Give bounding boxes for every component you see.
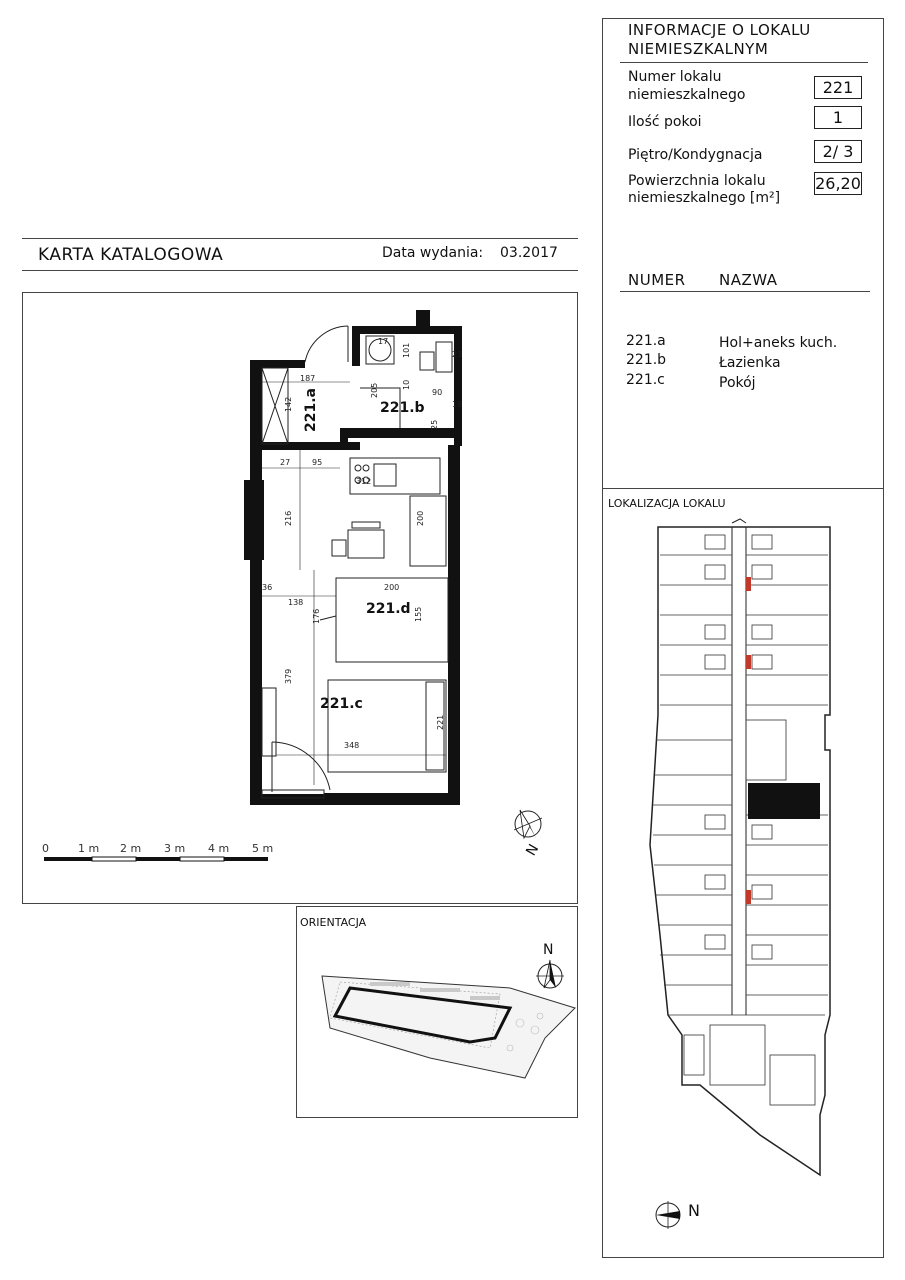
- info-row-floor-value: 2/ 3: [814, 140, 862, 163]
- scale-label: 3 m: [164, 842, 186, 855]
- dim-label: 95: [312, 458, 323, 467]
- scale-label: 2 m: [120, 842, 142, 855]
- dim-label: 23: [452, 350, 463, 359]
- card-issue-date: 03.2017: [500, 245, 558, 261]
- location-title: LOKALIZACJA LOKALU: [608, 497, 726, 510]
- info-row-area-label2: niemieszkalnego [m²]: [628, 190, 781, 206]
- dim-label: 205: [370, 382, 379, 398]
- rooms-table-divider: [620, 291, 870, 292]
- info-heading-line1: INFORMACJE O LOKALU: [628, 21, 811, 39]
- dim-label: 216: [284, 510, 293, 526]
- location-floorplan: [620, 515, 850, 1215]
- dim-label: 142: [284, 396, 293, 412]
- dim-label: 19: [452, 400, 463, 409]
- room-label-b: 221.b: [380, 400, 425, 416]
- info-heading-line2: NIEMIESZKALNYM: [628, 40, 769, 58]
- card-title-bottom-rule: [22, 270, 578, 271]
- dim-label: 36: [262, 583, 273, 592]
- dim-label: 176: [312, 608, 321, 624]
- scale-bar: [44, 855, 284, 863]
- dim-label: 27: [280, 458, 291, 467]
- location-unit-highlight: [746, 890, 751, 904]
- dim-label: 90: [432, 388, 443, 397]
- location-unit-highlight: [746, 655, 751, 669]
- dim-label: 17: [378, 337, 389, 346]
- room-label-a: 221.a: [303, 388, 319, 432]
- card-issue-label: Data wydania:: [382, 245, 484, 261]
- dim-label: 101: [402, 342, 411, 358]
- info-row-rooms-label: Ilość pokoi: [628, 114, 702, 130]
- scale-label: 4 m: [208, 842, 230, 855]
- dim-label: 348: [344, 741, 360, 750]
- dim-label: 25: [430, 419, 439, 430]
- location-units: [653, 535, 828, 1105]
- scale-label: 0: [42, 842, 49, 855]
- info-row-number-value: 221: [814, 76, 862, 99]
- location-core-block: [748, 783, 820, 819]
- dim-label: 187: [300, 374, 316, 383]
- location-divider: [602, 488, 884, 489]
- rooms-table-col-name: NAZWA: [719, 271, 778, 289]
- location-unit-highlight: [746, 577, 751, 591]
- dim-label: 200: [384, 583, 400, 592]
- dim-label: 221: [436, 714, 445, 730]
- dim-label: 312: [356, 477, 372, 486]
- rooms-table-row-number: 221.a: [626, 333, 666, 349]
- orientation-north-label: N: [543, 942, 554, 958]
- room-label-c: 221.c: [320, 696, 363, 712]
- room-label-d: 221.d: [366, 601, 411, 617]
- rooms-table-row-name: Hol+aneks kuch.: [719, 335, 838, 351]
- rooms-table-col-number: NUMER: [628, 271, 686, 289]
- location-north-label: N: [688, 1201, 700, 1220]
- card-title-top-rule: [22, 238, 578, 239]
- dim-label: 10: [402, 379, 411, 390]
- info-row-rooms-value: 1: [814, 106, 862, 129]
- dim-label: 138: [288, 598, 304, 607]
- plan-north-label: N: [523, 841, 543, 859]
- orientation-title: ORIENTACJA: [300, 916, 367, 929]
- info-row-floor-label: Piętro/Kondygnacja: [628, 147, 763, 163]
- scale-label: 1 m: [78, 842, 100, 855]
- rooms-table-row-number: 221.c: [626, 372, 665, 388]
- info-row-number-label1: Numer lokalu: [628, 69, 722, 85]
- dim-label: 155: [414, 606, 423, 622]
- info-row-area-value: 26,20: [815, 174, 861, 193]
- dim-label: 379: [284, 668, 293, 684]
- dim-label: 200: [416, 510, 425, 526]
- rooms-table-row-name: Łazienka: [719, 355, 781, 371]
- unit-floorplan: [240, 300, 480, 820]
- card-title: KARTA KATALOGOWA: [38, 245, 224, 265]
- rooms-table-row-name: Pokój: [719, 375, 756, 391]
- info-row-area-label1: Powierzchnia lokalu: [628, 173, 766, 189]
- rooms-table-row-number: 221.b: [626, 352, 667, 368]
- info-heading-divider: [620, 62, 868, 63]
- info-row-number-label2: niemieszkalnego: [628, 87, 746, 103]
- scale-label: 5 m: [252, 842, 274, 855]
